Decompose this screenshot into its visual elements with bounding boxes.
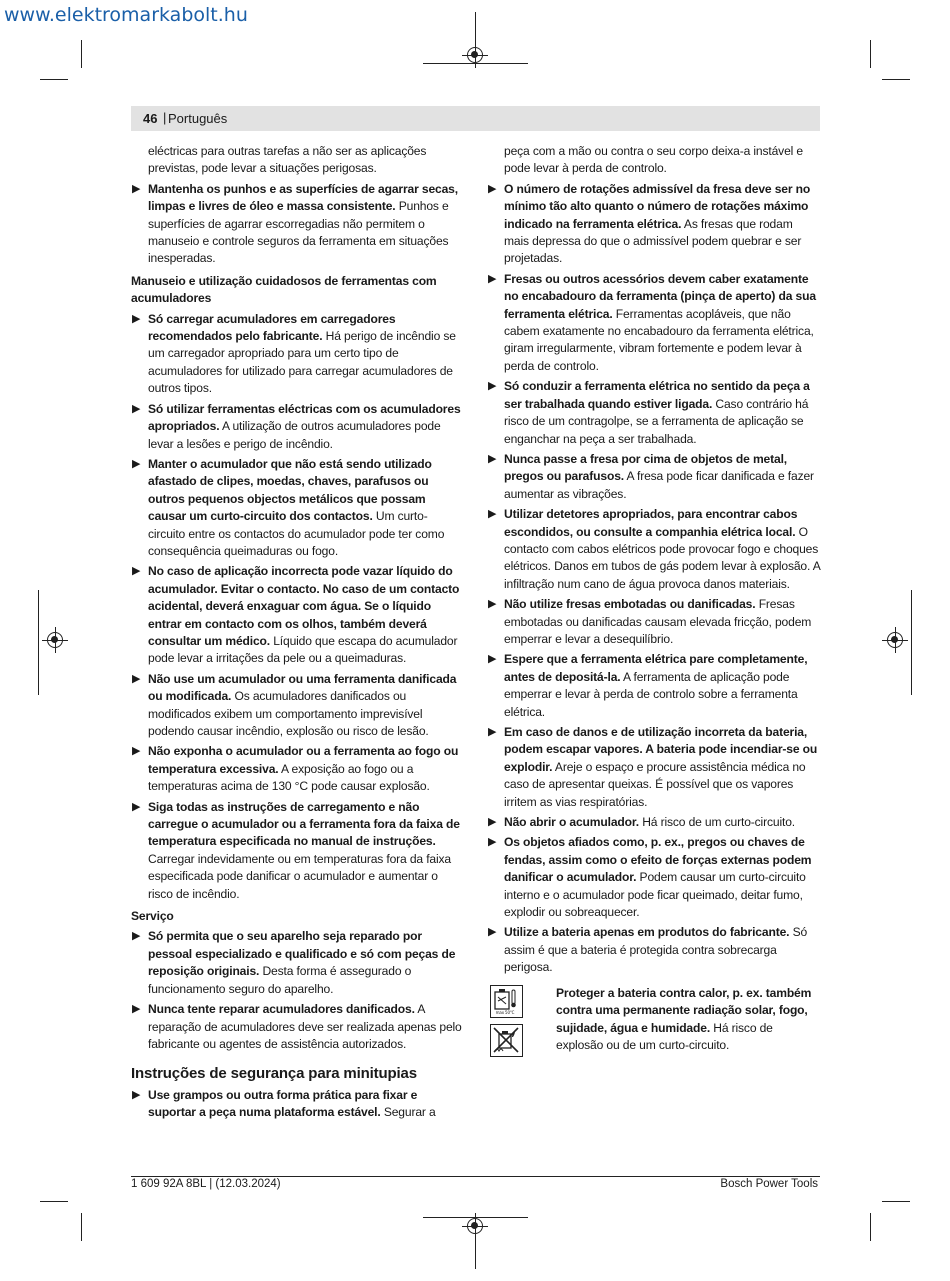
crop-mark bbox=[423, 63, 528, 64]
bullet-triangle-icon: ▶ bbox=[132, 402, 141, 415]
safety-item-bold: Só conduzir a ferramenta elétrica no sentido da peça a ser trabalhada quando estiver ligada. bbox=[504, 379, 810, 411]
bullet-triangle-icon: ▶ bbox=[488, 653, 497, 666]
bullet-triangle-icon: ▶ bbox=[132, 182, 141, 195]
safety-item bbox=[487, 181, 820, 268]
safety-item bbox=[487, 814, 820, 831]
bullet-triangle-icon: ▶ bbox=[132, 672, 141, 685]
safety-item bbox=[131, 401, 464, 453]
crop-mark bbox=[81, 1213, 82, 1241]
safety-item-bold: Os objetos afiados como, p. ex., pregos ou chaves de fendas, assim como o efeito de forças externas podem danificar o acumulador. bbox=[504, 835, 812, 885]
page-number: 46 bbox=[143, 111, 158, 126]
safety-item-text: Caso contrário há risco de um contragolpe, se a ferramenta de aplicação se enganchar na peça a ser trabalhada. bbox=[504, 396, 809, 446]
safety-item-text: A reparação de acumuladores deve ser realizada apenas pelo fabricante ou agentes de assistência autorizados. bbox=[148, 1002, 462, 1051]
safety-item-bold: Espere que a ferramenta elétrica pare completamente, antes de depositá-la. bbox=[504, 652, 808, 684]
page-language: Português bbox=[168, 111, 228, 126]
crop-mark bbox=[870, 1213, 871, 1241]
safety-list bbox=[131, 181, 464, 268]
bullet-triangle-icon: ▶ bbox=[488, 836, 497, 849]
safety-item-text: A exposição ao fogo ou a temperaturas acima de 130 °C pode causar explosão. bbox=[148, 761, 430, 794]
safety-item-text: Areje o espaço e procure assistência médica no caso de apresentar queixas. É possível que os vapores irritem as vias respiratórias. bbox=[504, 759, 806, 809]
battery-warning-rest: Há risco de explosão ou de um curto-circuito. bbox=[556, 1020, 773, 1052]
safety-list bbox=[487, 181, 820, 977]
safety-item-text: Fresas embotadas ou danificadas causam elevada fricção, podem emperrar e levar a desequilíbrio. bbox=[504, 597, 812, 646]
battery-warning-block bbox=[487, 985, 820, 1063]
safety-item bbox=[131, 928, 464, 998]
safety-item bbox=[487, 506, 820, 593]
safety-item-bold: O número de rotações admissível da fresa deve ser no mínimo tão alto quanto o número de rotações máximo indicado na ferramenta elétrica. bbox=[504, 181, 811, 231]
bullet-triangle-icon: ▶ bbox=[132, 312, 141, 325]
left-column bbox=[131, 143, 464, 1122]
battery-warning-text bbox=[556, 985, 820, 1063]
bullet-triangle-icon: ▶ bbox=[132, 565, 141, 578]
bullet-triangle-icon: ▶ bbox=[132, 745, 141, 758]
safety-item-bold: Não abrir o acumulador. bbox=[504, 815, 639, 830]
safety-item-text: Um curto-circuito entre os contactos do acumulador pode ter como consequência queimaduras ou fogo. bbox=[148, 509, 445, 558]
bullet-triangle-icon: ▶ bbox=[488, 726, 497, 738]
right-column bbox=[487, 143, 820, 1063]
registration-mark-icon bbox=[887, 632, 903, 648]
crop-mark bbox=[870, 40, 871, 68]
bullet-triangle-icon: ▶ bbox=[132, 800, 141, 813]
bullet-triangle-icon: ▶ bbox=[132, 1003, 141, 1016]
safety-item-bold: Não exponha o acumulador ou a ferramenta ao fogo ou temperatura excessiva. bbox=[148, 744, 459, 776]
safety-item-bold: Só carregar acumuladores em carregadores recomendados pelo fabricante. bbox=[148, 311, 396, 344]
crop-mark bbox=[40, 79, 68, 80]
bullet-triangle-icon: ▶ bbox=[488, 452, 497, 465]
safety-item bbox=[131, 671, 464, 741]
safety-item bbox=[487, 724, 820, 811]
watermark-url[interactable]: www.elektromarkabolt.hu bbox=[4, 4, 248, 26]
safety-item-text: Carregar indevidamente ou em temperaturas fora da faixa especificada pode danificar o acumulador e aumentar o risco de incêndio. bbox=[148, 851, 451, 901]
crop-mark bbox=[38, 590, 39, 695]
safety-item bbox=[131, 1001, 464, 1053]
safety-item-text: Ferramentas acopláveis, que não cabem exatamente no encabadouro da ferramenta elétrica, giram irregularmente, vibram fortemente e podem levar à perda de controlo. bbox=[504, 306, 814, 373]
continued-paragraph: peça com a mão ou contra o seu corpo deixa-a instável e pode levar à perda de controlo. bbox=[504, 144, 803, 176]
crop-mark bbox=[911, 590, 912, 695]
safety-item bbox=[131, 181, 464, 268]
safety-list bbox=[131, 1087, 464, 1122]
crop-mark bbox=[40, 1201, 68, 1202]
bullet-triangle-icon: ▶ bbox=[132, 457, 141, 470]
safety-item-text: Os acumuladores danificados ou modificados exibem um comportamento imprevisível podendo causar incêndio, explosão ou risco de lesão. bbox=[148, 689, 429, 738]
safety-item-text: As fresas que rodam mais depressa do que o admissível podem quebrar e ser projetadas. bbox=[504, 216, 802, 266]
safety-item-bold: Use grampos ou outra forma prática para fixar e suportar a peça numa plataforma estável. bbox=[148, 1087, 418, 1120]
bullet-triangle-icon: ▶ bbox=[488, 816, 497, 829]
safety-item-text: O contacto com cabos elétricos pode provocar fogo e choques elétricos. Danos em tubos de gás podem levar à explosão. A infiltração num cano de água provoca danos materiais. bbox=[504, 524, 821, 591]
bullet-triangle-icon: ▶ bbox=[488, 508, 497, 521]
safety-item-bold: Não utilize fresas embotadas ou danificadas. bbox=[504, 597, 756, 612]
footer-doc-number: 1 609 92A 8BL | (12.03.2024) bbox=[131, 1178, 281, 1190]
battery-warning-bold: Proteger a bateria contra calor, p. ex. também contra uma permanente radiação solar, fogo, sujidade, água e humidade. bbox=[556, 985, 812, 1035]
safety-item bbox=[487, 651, 820, 721]
bullet-triangle-icon: ▶ bbox=[488, 182, 497, 195]
registration-mark-icon bbox=[467, 1218, 483, 1234]
safety-item-bold: Siga todas as instruções de carregamento e não carregue o acumulador ou a ferramenta fora da faixa de temperatura especificada no manual de instruções. bbox=[148, 799, 460, 849]
crop-mark bbox=[81, 40, 82, 68]
section-heading: Serviço bbox=[131, 909, 174, 924]
safety-item-bold: Só utilizar ferramentas eléctricas com os acumuladores apropriados. bbox=[148, 401, 461, 434]
safety-item-bold: Nunca tente reparar acumuladores danificados. bbox=[148, 1002, 415, 1017]
crop-mark bbox=[475, 1234, 476, 1269]
safety-item-text: A utilização de outros acumuladores pode levar a lesões e perigo de incêndio. bbox=[148, 419, 441, 451]
safety-item bbox=[487, 924, 820, 976]
bullet-triangle-icon: ▶ bbox=[132, 930, 141, 943]
safety-item-bold: Fresas ou outros acessórios devem caber exatamente no encabadouro da ferramenta (pinça de aperto) da sua ferramenta elétrica. bbox=[504, 271, 816, 321]
safety-item bbox=[487, 271, 820, 375]
safety-list bbox=[131, 311, 464, 903]
safety-list bbox=[131, 928, 464, 1053]
safety-item-text: Só assim é que a bateria é protegida contra sobrecarga perigosa. bbox=[504, 925, 808, 975]
safety-item bbox=[131, 743, 464, 795]
section-heading: Manuseio e utilização cuidadosos de ferramentas com acumuladores bbox=[131, 273, 437, 306]
safety-item-bold: No caso de aplicação incorrecta pode vazar líquido do acumulador. Evitar o contacto. No caso de um contacto acidental, deverá enxaguar com água. Se o líquido entrar em contacto com os olhos, também deverá consultar um médico. bbox=[148, 564, 460, 648]
max-temp-label: max 50°C bbox=[495, 1009, 515, 1015]
continued-paragraph: eléctricas para outras tarefas a não ser as aplicações previstas, pode levar a situações perigosas. bbox=[148, 144, 427, 176]
safety-item-bold: Utilize a bateria apenas em produtos do fabricante. bbox=[504, 925, 790, 940]
safety-item-bold: Utilizar detetores apropriados, para encontrar cabos escondidos, ou consulte a companhia elétrica local. bbox=[504, 507, 798, 539]
heat-temperature-icon bbox=[490, 985, 523, 1018]
bullet-triangle-icon: ▶ bbox=[488, 272, 497, 285]
crop-mark bbox=[882, 79, 910, 80]
safety-item-text: Segurar a bbox=[380, 1105, 436, 1120]
safety-item bbox=[487, 834, 820, 921]
safety-item-bold: Manter o acumulador que não está sendo utilizado afastado de clipes, moedas, chaves, parafusos ou outros pequenos objectos metálicos que possam causar um curto-circuito dos contactos. bbox=[148, 456, 432, 524]
safety-item-text: Líquido que escapa do acumulador pode levar a irritações da pele ou a queimaduras. bbox=[148, 633, 458, 666]
safety-item bbox=[131, 563, 464, 667]
bullet-triangle-icon: ▶ bbox=[488, 380, 497, 393]
bullet-triangle-icon: ▶ bbox=[488, 598, 497, 611]
safety-item bbox=[131, 1087, 464, 1122]
safety-item bbox=[131, 799, 464, 903]
safety-item-text: A fresa pode ficar danificada e fazer aumentar as vibrações. bbox=[504, 469, 814, 501]
safety-item bbox=[131, 311, 464, 398]
safety-item bbox=[487, 596, 820, 648]
header-separator: | bbox=[163, 110, 167, 125]
safety-item-bold: Em caso de danos e de utilização incorreta da bateria, podem escapar vapores. A bateria pode incendiar-se ou explodir. bbox=[504, 725, 818, 774]
safety-item-text: A ferramenta de aplicação pode emperrar e levar à perda de controlo sobre a ferramenta elétrica. bbox=[504, 669, 798, 719]
registration-mark-icon bbox=[467, 47, 483, 63]
safety-item-bold: Não use um acumulador ou uma ferramenta danificada ou modificada. bbox=[148, 671, 457, 704]
no-water-fire-icon bbox=[490, 1024, 523, 1057]
bullet-triangle-icon: ▶ bbox=[488, 926, 497, 939]
bullet-triangle-icon: ▶ bbox=[132, 1088, 141, 1101]
registration-mark-icon bbox=[47, 632, 63, 648]
safety-item-text: Punhos e superfícies de agarrar escorregadias não permitem o manuseio e controle seguros da ferramenta em situações inesperadas. bbox=[148, 199, 449, 266]
safety-item-bold: Só permita que o seu aparelho seja reparado por pessoal especializado e qualificado e só com peças de reposição originais. bbox=[148, 929, 456, 979]
footer-brand: Bosch Power Tools bbox=[720, 1178, 818, 1190]
safety-item bbox=[487, 378, 820, 448]
safety-item-bold: Mantenha os punhos e as superfícies de agarrar secas, limpas e livres de óleo e massa consistente. bbox=[148, 181, 458, 214]
safety-item-text: Desta forma é assegurado o funcionamento seguro do aparelho. bbox=[148, 964, 412, 996]
crop-mark bbox=[882, 1201, 910, 1202]
safety-item-text: Há risco de um curto-circuito. bbox=[639, 815, 795, 830]
page-header bbox=[131, 106, 820, 131]
warning-icons bbox=[487, 985, 546, 1063]
safety-item-text: Podem causar um curto-circuito interno e o acumulador pode ficar queimado, deitar fumo, explodir ou sobreaquecer. bbox=[504, 870, 806, 920]
safety-item bbox=[131, 456, 464, 560]
safety-item bbox=[487, 451, 820, 503]
safety-item-bold: Nunca passe a fresa por cima de objetos de metal, pregos ou parafusos. bbox=[504, 451, 788, 484]
section-title: Instruções de segurança para minitupias bbox=[131, 1065, 417, 1083]
safety-item-text: Há perigo de incêndio se um carregador apropriado para um certo tipo de acumuladores for utilizado para carregar acumuladores de outros tipos. bbox=[148, 329, 456, 396]
footer-rule bbox=[131, 1176, 820, 1177]
